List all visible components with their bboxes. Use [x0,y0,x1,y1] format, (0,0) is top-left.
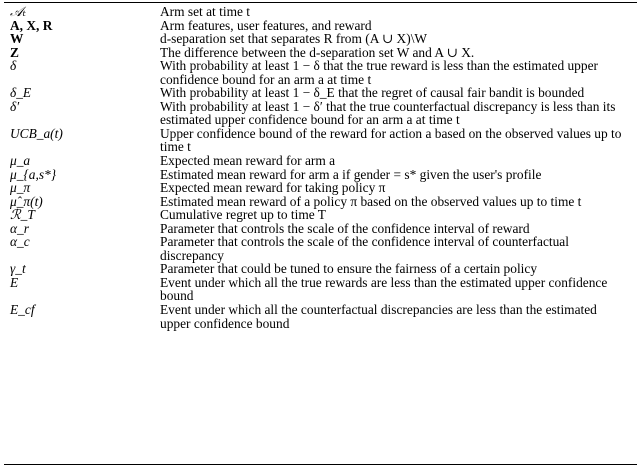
symbol-cell: μ_a [10,153,31,169]
description-cell: With probability at least 1 − δ_E that the regret of causal fair bandit is bounded [160,85,585,101]
table-row [0,59,640,86]
description-cell: Expected mean reward for arm a [160,153,336,169]
table-row [0,127,640,154]
description-cell: Arm features, user features, and reward [160,17,372,33]
symbol-cell: UCB_a(t) [10,125,63,141]
symbol-cell: E [10,274,19,290]
description-cell: Event under which all the counterfactual discrepancies are less than the estimated upper confidence bound [160,302,597,331]
table-row [0,262,640,276]
description-cell: Arm set at time t [160,4,250,19]
table-bottom-rule [4,464,637,465]
table-row [0,46,640,60]
description-cell: Expected mean reward for taking policy π [160,180,386,196]
description-cell: With probability at least 1 − δ that the true reward is less than the estimated upper confidence bound for an arm a at time t [160,58,598,87]
table-row [0,168,640,182]
symbol-cell: μ̂_π(t) [10,193,43,209]
table-row [0,195,640,209]
table-row [0,19,640,33]
table-row [0,100,640,127]
symbol-cell: A, X, R [10,17,53,33]
symbol-cell: E_cf [10,302,35,318]
table-row [0,303,640,330]
symbol-cell: α_c [10,234,30,250]
symbol-cell: μ_{a,s*} [10,166,57,182]
table-body [0,5,640,330]
description-cell: Parameter that controls the scale of the confidence interval of counterfactual discrepancy [160,234,569,263]
symbol-cell: μ_π [10,180,31,196]
symbol-cell: 𝒜ₜ [10,4,26,19]
table-top-rule [4,2,637,3]
table-row [0,181,640,195]
symbol-cell: α_r [10,220,29,236]
table-row [0,208,640,222]
table-row [0,86,640,100]
description-cell: The difference between the d-separation set W and A ∪ X. [160,44,475,60]
table-row [0,5,640,19]
symbol-cell: δ′ [10,98,20,114]
description-cell: Parameter that could be tuned to ensure the fairness of a certain policy [160,261,538,277]
table-row [0,154,640,168]
symbol-cell: Z [10,44,19,60]
symbol-cell: ℛ_T [10,207,35,223]
description-cell: d-separation set that separates R from (A ∪ X)\W [160,31,428,47]
table-row [0,222,640,236]
description-cell: Estimated mean reward of a policy π based on the observed values up to time t [160,193,582,209]
table-row [0,276,640,303]
table-row [0,32,640,46]
symbol-cell: δ [10,58,17,74]
description-cell: With probability at least 1 − δ′ that the true counterfactual discrepancy is less than its estimated upper confidence bound for an arm a at time t [160,98,616,128]
description-cell: Estimated mean reward for arm a if gender = s* given the user's profile [160,166,542,182]
symbol-cell: δ_E [10,85,32,101]
table-row [0,235,640,262]
symbol-cell: γ_t [10,261,26,277]
description-cell: Upper confidence bound of the reward for action a based on the observed values up to time t [160,125,622,155]
description-cell: Event under which all the true rewards are less than the estimated upper confidence bound [160,274,608,304]
symbol-cell: W [10,31,24,47]
description-cell: Parameter that controls the scale of the confidence interval of reward [160,220,530,236]
description-cell: Cumulative regret up to time T [160,207,326,223]
